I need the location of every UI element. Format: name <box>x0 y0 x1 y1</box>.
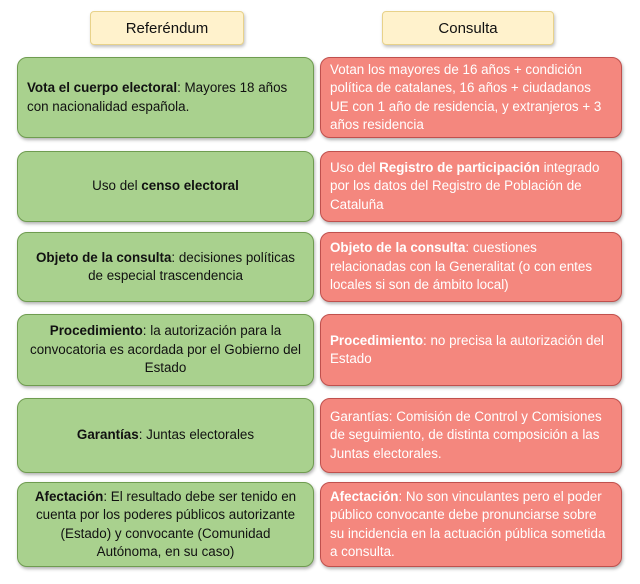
referendum-voters-text: : Mayores 18 años con nacionalidad española. <box>27 80 288 114</box>
consulta-object-box <box>320 232 622 302</box>
referendum-guarantees-box <box>17 398 314 473</box>
consulta-procedure-text: : no precisa la autorización del Estado <box>330 332 604 366</box>
referendum-object-box <box>17 232 314 302</box>
consulta-guarantees-box <box>320 398 622 473</box>
consulta-census-box <box>320 151 622 222</box>
referendum-effect-text: : El resultado debe ser tenido en cuenta por los poderes públicos autorizante (Estado) y convocante (Comunidad Autónoma, en su caso) <box>35 488 297 559</box>
consulta-census-before: Uso del <box>330 159 380 175</box>
referendum-census-bold: censo electoral <box>141 178 239 194</box>
consulta-object-bold: Objeto de la consulta <box>330 240 466 256</box>
referendum-object-bold: Objeto de la consulta <box>36 249 172 265</box>
referendum-guarantees-text: : Juntas electorales <box>138 427 255 443</box>
referendum-voters-bold: Vota el cuerpo electoral <box>27 80 178 95</box>
referendum-effect-bold: Afectación <box>34 488 104 504</box>
header-consulta-label: Consulta <box>438 19 498 37</box>
consulta-effect-box <box>320 482 622 567</box>
consulta-effect-bold: Afectación <box>330 488 399 504</box>
referendum-census-before: Uso del <box>92 178 142 194</box>
referendum-object-text: : decisiones políticas de especial trascendencia <box>88 249 295 283</box>
referendum-procedure-bold: Procedimiento <box>49 323 143 339</box>
referendum-procedure-text: : la autorización para la convocatoria es acordada por el Gobierno del Estado <box>30 323 301 376</box>
consulta-effect-text: : No son vinculantes pero el poder público convocante debe pronunciarse sobre su incidencia en la actuación pública sometida a consulta. <box>330 488 606 559</box>
consulta-census-text: integrado por los datos del Registro de Población de Cataluña <box>330 159 600 212</box>
consulta-census-bold: Registro de participación <box>379 159 540 175</box>
consulta-guarantees-text: Garantías: Comisión de Control y Comisiones de seguimiento, de distinta composición a las Juntas electorales. <box>330 408 602 461</box>
header-referendum <box>90 11 244 45</box>
referendum-voters-box <box>17 57 314 138</box>
consulta-voters-box <box>320 57 622 138</box>
consulta-procedure-bold: Procedimiento <box>330 332 424 348</box>
consulta-object-text: : cuestiones relacionadas con la Generalitat (o con entes locales si son de ámbito local) <box>330 240 593 293</box>
header-consulta <box>382 11 554 45</box>
consulta-voters-text: Votan los mayores de 16 años + condición política de catalanes, 16 años + ciudadanos UE con 1 año de residencia, y extranjeros + 3 años residencia <box>330 61 602 132</box>
referendum-census-box <box>17 151 314 222</box>
referendum-procedure-box <box>17 314 314 386</box>
header-referendum-label: Referéndum <box>125 19 209 37</box>
consulta-procedure-box <box>320 314 622 386</box>
referendum-guarantees-bold: Garantías <box>76 427 139 443</box>
referendum-effect-box <box>17 482 314 567</box>
